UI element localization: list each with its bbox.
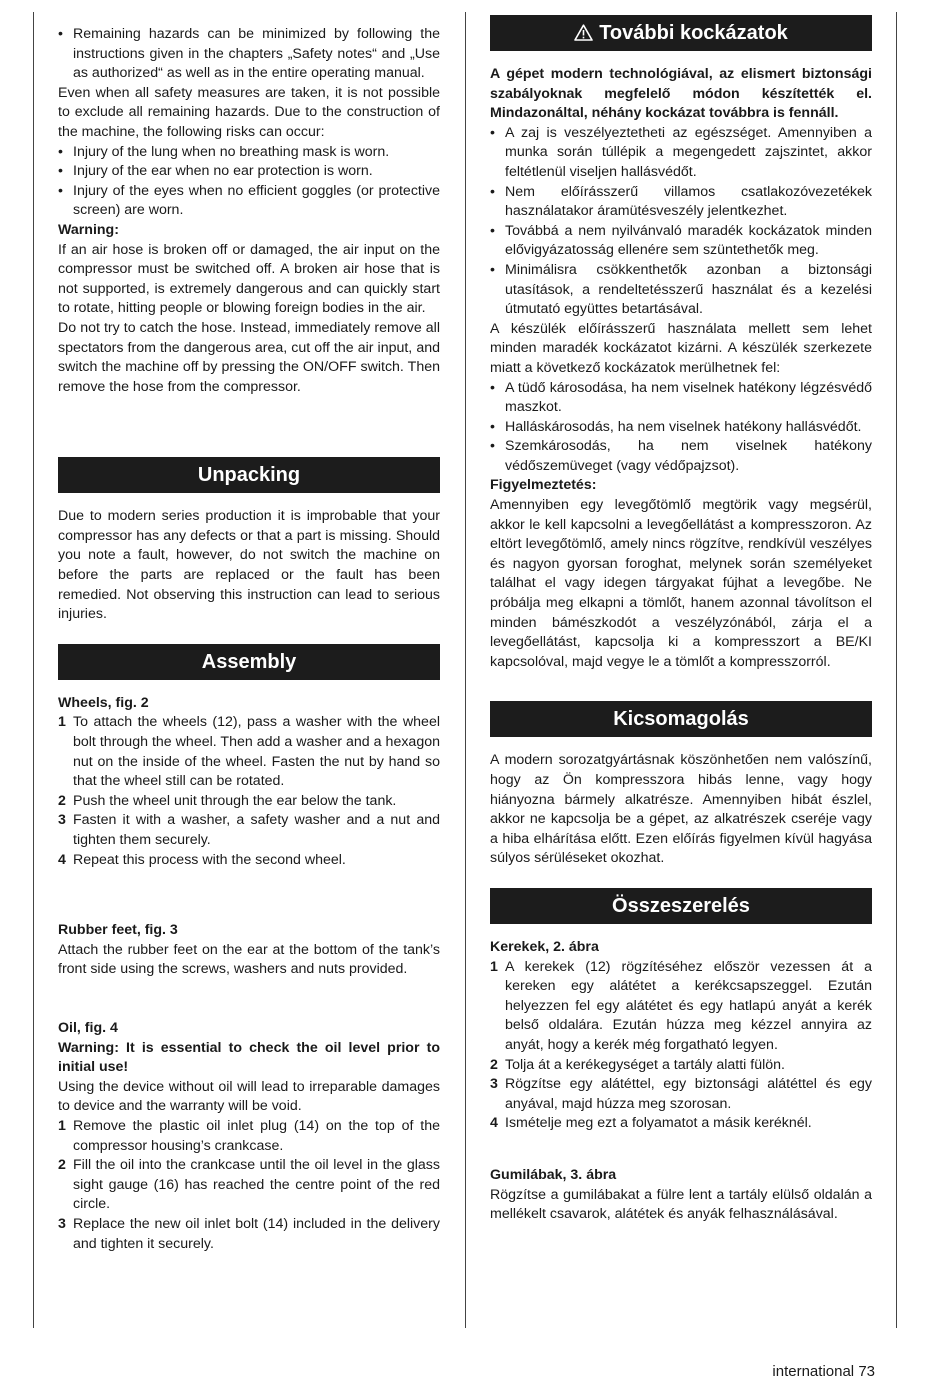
intro-bullet-list <box>58 25 440 84</box>
warning-label: Warning: <box>58 221 119 238</box>
right-column <box>490 15 872 1225</box>
step-text: Replace the new oil inlet bolt (14) included in the delivery and tighten it securely. <box>73 1215 440 1252</box>
rubber-feet-paragraph: Rögzítse a gumilábakat a fülre lent a tartály elülső oldalán a mellékelt csavarok, alátétek és anyák felhasználásával. <box>490 1186 872 1223</box>
wheels-steps <box>490 958 872 1134</box>
assembly-heading-bar: Assembly <box>58 644 440 680</box>
wheels-heading: Wheels, fig. 2 <box>58 694 149 711</box>
step-number: 1 <box>490 958 498 975</box>
hazards-heading-bar <box>490 15 872 51</box>
unpacking-paragraph: Due to modern series production it is improbable that your compressor has any defects or that a part is missing. Should you note a fault, however, do not switch the machine on before the parts are replaced or the fault has been remedied. Not observing this instruction can lead to serious injuries. <box>58 508 440 623</box>
list-item <box>58 1117 440 1156</box>
oil-paragraph: Using the device without oil will lead to irreparable damages to device and the warranty will be void. <box>58 1078 440 1115</box>
list-item: • Injury of the lung when no breathing mask is worn. <box>58 143 440 163</box>
step-number: 3 <box>490 1076 498 1093</box>
step-text: Push the wheel unit through the ear below the tank. <box>73 792 397 809</box>
unpacking-heading-bar: Unpacking <box>58 457 440 493</box>
warning-paragraph: If an air hose is broken off or damaged, the air input on the compressor must be switched off. A broken air hose that is not supported, is extremely dangerous and can quickly start to rotate, hitting people or blowing foreign bodies in the air. <box>58 241 440 317</box>
page-footer <box>772 1362 875 1382</box>
step-number: 1 <box>58 714 66 731</box>
list-item <box>490 958 872 1056</box>
step-text: Fill the oil into the crankcase until the oil level in the glass sight gauge (16) has reached the centre point of the red circle. <box>73 1157 440 1213</box>
left-margin-rule <box>33 12 34 1328</box>
warning-triangle-icon <box>574 24 593 41</box>
list-item <box>58 1156 440 1215</box>
step-text: Remove the plastic oil inlet plug (14) on the top of the compressor housing’s crankcase. <box>73 1117 440 1154</box>
list-item: • Nem előírásszerű villamos csatlakozóvezetékek használatakor áramütésveszély jelentkezhet. <box>490 183 872 222</box>
step-number: 1 <box>58 1117 66 1134</box>
step-number: 4 <box>58 851 66 868</box>
intro-paragraph: Even when all safety measures are taken, it is not possible to exclude all remaining hazards. Due to the construction of the machine, the following risks can occur: <box>58 84 440 140</box>
list-item: • Injury of the ear when no ear protection is worn. <box>58 162 440 182</box>
list-item: • Halláskárosodás, ha nem viselnek hatékony hallásvédőt. <box>490 418 872 438</box>
unpacking-paragraph: A modern sorozatgyártásnak köszönhetően nem valószínű, hogy az Ön kompresszora hibás lenne, vagy hogy hiányozna bármely alkatrésze. Amennyiben hibát észlel, akkor ne kapcsolja be a gépet, az alkatrészek cseréje vagy a hiba elhárítása előtt. Ezen előírás figyelmen kívül hagyása súlyos sérüléseket okozhat. <box>490 752 872 867</box>
risk-bullet-list <box>490 379 872 477</box>
wheels-steps <box>58 713 440 870</box>
step-number: 3 <box>58 812 66 829</box>
step-number: 2 <box>58 1157 66 1174</box>
page-number: 73 <box>858 1363 875 1380</box>
rubber-feet-heading: Gumilábak, 3. ábra <box>490 1166 617 1183</box>
right-margin-rule <box>896 12 897 1328</box>
rubber-feet-paragraph: Attach the rubber feet on the ear at the bottom of the tank’s front side using the screws, washers and nuts provided. <box>58 941 440 978</box>
list-item <box>58 713 440 791</box>
list-item <box>490 1075 872 1114</box>
list-item <box>490 1114 872 1134</box>
list-item <box>490 1056 872 1076</box>
step-text: Rögzítse egy alátéttel, egy biztonsági alátéttel és egy anyával, majd húzza meg szorosan. <box>505 1076 872 1112</box>
step-text: Repeat this process with the second wheel. <box>73 851 346 868</box>
list-item: • Továbbá a nem nyilvánvaló maradék kockázatok minden elővigyázatosság ellenére sem szüntethetők meg. <box>490 222 872 261</box>
list-item: • Minimálisra csökkenthetők azonban a biztonsági utasítások, a rendeltetésszerű használat és a kezelési útmutató együttes betartásával. <box>490 261 872 320</box>
hazards-bold-paragraph: A gépet modern technológiával, az elismert biztonsági szabályoknak megfelelő módon készítették el. Mindazonáltal, néhány kockázat továbbra is fennáll. <box>490 66 872 122</box>
list-item: • A tüdő károsodása, ha nem viselnek hatékony légzésvédő maszkot. <box>490 379 872 418</box>
step-text: Ismételje meg ezt a folyamatot a másik keréknél. <box>505 1115 812 1132</box>
step-text: A kerekek (12) rögzítéséhez először vezessen át a kereken egy alátétet a kerékcsapszeggel. Ezután helyezzen fel egy alátétet és egy hatlapú anyát a kerék belső oldalára. Ezután húzza meg kézzel annyira az anyát, hogy a kerék még forgatható legyen. <box>505 958 872 1053</box>
list-item <box>58 811 440 850</box>
step-number: 3 <box>58 1215 66 1232</box>
rubber-feet-heading: Rubber feet, fig. 3 <box>58 922 178 939</box>
oil-steps <box>58 1117 440 1254</box>
list-item: • A zaj is veszélyeztetheti az egészséget. Amennyiben a munka során túllépik a megengedett zajszintet, akkor feltétlenül viseljen hallásvédőt. <box>490 124 872 183</box>
step-number: 2 <box>490 1056 498 1073</box>
hazards-bullet-list <box>490 124 872 320</box>
step-number: 2 <box>58 792 66 809</box>
unpacking-heading-bar: Kicsomagolás <box>490 701 872 737</box>
assembly-heading-bar: Összeszerelés <box>490 888 872 924</box>
left-column <box>58 25 440 1254</box>
oil-warning: Warning: It is essential to check the oil level prior to initial use! <box>58 1039 440 1076</box>
center-rule <box>465 12 466 1328</box>
footer-label: international <box>772 1363 855 1380</box>
list-item <box>58 851 440 871</box>
warning-label: Figyelmeztetés: <box>490 477 597 494</box>
warning-paragraph-2: Do not try to catch the hose. Instead, immediately remove all spectators from the dangerous area, cut off the air input, and switch the machine off by pressing the ON/OFF switch. Then remove the hose from the compressor. <box>58 319 440 395</box>
hazards-paragraph: A készülék előírásszerű használata mellett sem lehet minden maradék kockázatot kizárni. A készülék szerkezete miatt a következő kockázatok merülhetnek fel: <box>490 320 872 376</box>
hazards-heading-text: További kockázatok <box>599 22 788 44</box>
list-item: • Szemkárosodás, ha nem viselnek hatékony védőszemüveget (vagy védőpajzsot). <box>490 437 872 476</box>
list-item: • Injury of the eyes when no efficient goggles (or protective screen) are worn. <box>58 182 440 221</box>
risk-bullet-list <box>58 143 440 221</box>
list-item: • Remaining hazards can be minimized by following the instructions given in the chapters „Safety notes“ and „Use as authorized“ as well as in the entire operating manual. <box>58 25 440 84</box>
step-text: Tolja át a kerékegységet a tartály alatti fülön. <box>505 1056 785 1073</box>
warning-paragraph: Amennyiben egy levegőtömlő megtörik vagy megsérül, akkor le kell kapcsolni a levegőellátást a kompresszoron. Az eltört levegőtömlő, amely nincs rögzítve, rendkívül veszélyes és nagyon gyorsan foroghat, melynek során személyeket találhat el vagy idegen tárgyakat fújhat a levegőbe. Ne próbálja meg elkapni a tömlőt, hanem azonnal távolítson el minden bámészkodót a veszélyzónából, zárja el a levegőellátást, kapcsolja ki a kompresszort a BE/KI kapcsolóval, majd vegye le a tömlőt a kompresszorról. <box>490 497 872 670</box>
list-item <box>58 1215 440 1254</box>
step-number: 4 <box>490 1115 498 1132</box>
oil-heading: Oil, fig. 4 <box>58 1019 118 1036</box>
step-text: To attach the wheels (12), pass a washer with the wheel bolt through the wheel. Then add a washer and a hexagon nut on the inside of the wheel. Fasten the nut by hand so that the wheel still can be rotated. <box>73 714 440 790</box>
step-text: Fasten it with a washer, a safety washer and a nut and tighten them securely. <box>73 812 440 848</box>
list-item <box>58 792 440 812</box>
wheels-heading: Kerekek, 2. ábra <box>490 938 599 955</box>
